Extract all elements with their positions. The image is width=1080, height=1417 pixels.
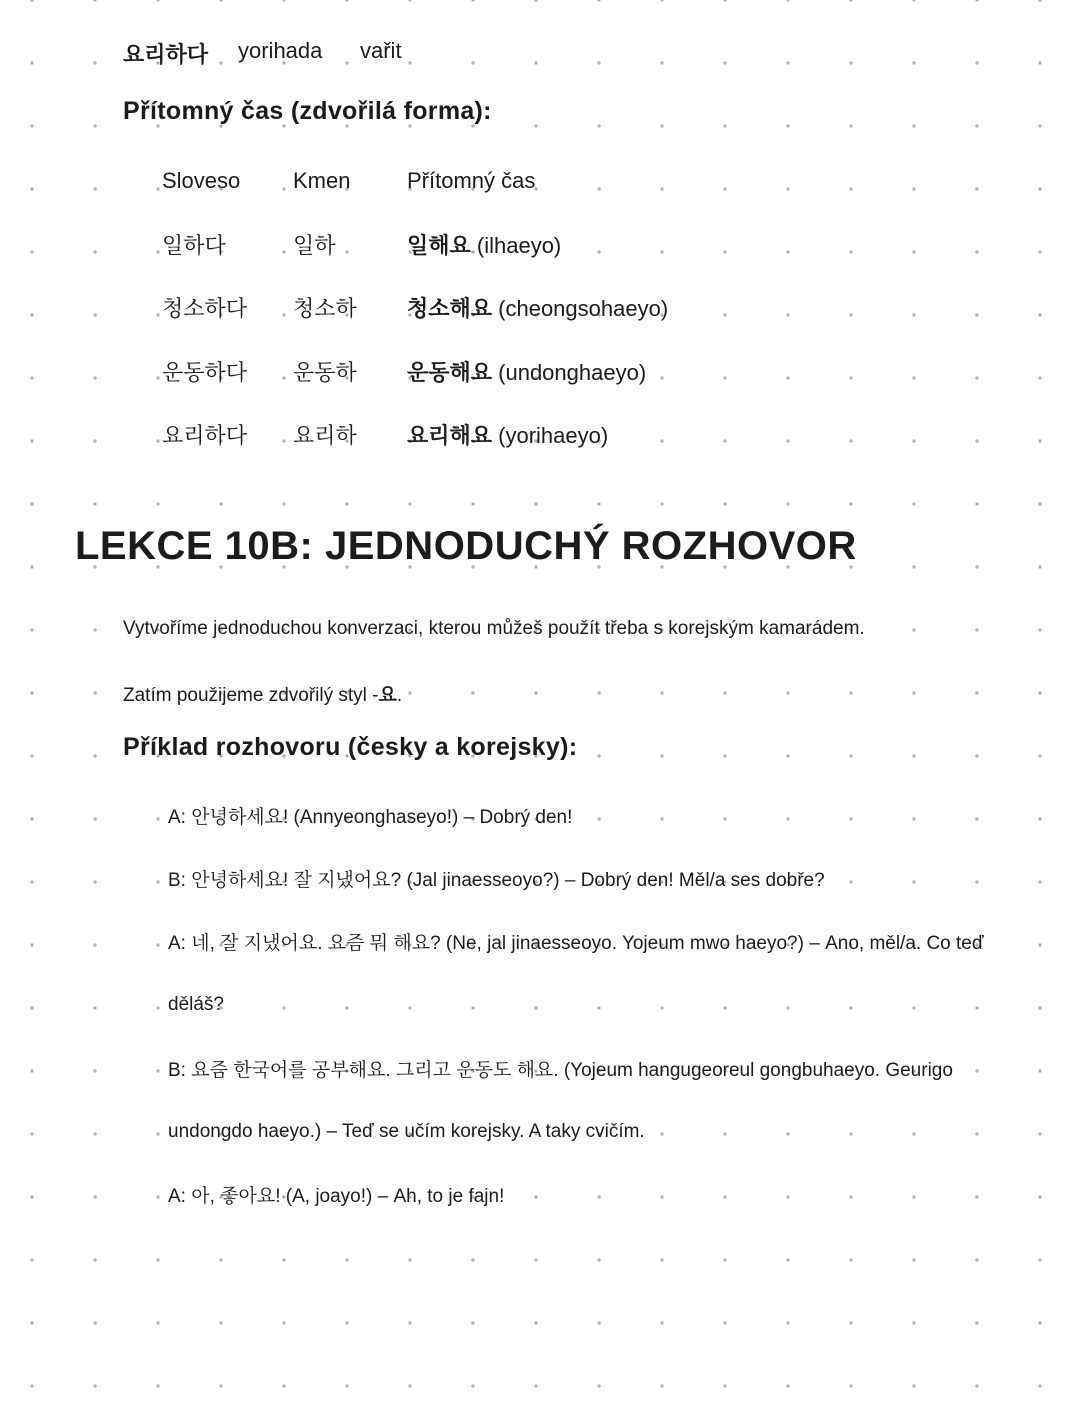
dialogue-line-continuation: undongdo haeyo.) – Teď se učím korejsky. A taky cvičím. — [168, 1120, 645, 1142]
present-romanization: (yorihaeyo) — [498, 423, 609, 449]
intro2-suffix: . — [396, 685, 403, 706]
dialogue-line: A: 안녕하세요! (Annyeonghaseyo!) – Dobrý den! — [168, 807, 573, 829]
present-korean: 청소해요 — [407, 296, 493, 322]
table-row-present — [407, 356, 668, 387]
table-row-verb: 일하다 — [162, 232, 226, 258]
dialogue-line: B: 안녕하세요! 잘 지냈어요? (Jal jinaesseoyo?) – Dobrý den! Měl/a ses dobře? — [168, 870, 825, 892]
vocab-romanization: yorihada — [238, 38, 323, 63]
present-romanization: (cheongsohaeyo) — [498, 296, 669, 322]
present-tense-heading: Přítomný čas (zdvořilá forma): — [123, 97, 492, 125]
vocab-translation: vařit — [360, 38, 402, 63]
vocab-row — [123, 38, 402, 69]
example-dialogue-heading: Příklad rozhovoru (česky a korejsky): — [123, 733, 578, 761]
intro-paragraph-1: Vytvoříme jednoduchou konverzaci, kterou můžeš použít třeba s korejským kamarádem. — [123, 618, 865, 639]
dialogue-line: A: 아, 좋아요! (A, joayo!) – Ah, to je fajn! — [168, 1186, 505, 1208]
present-korean: 운동해요 — [407, 359, 493, 385]
present-korean: 요리해요 — [407, 423, 493, 449]
table-row-stem: 운동하 — [293, 359, 357, 385]
table-header-sloveso: Sloveso — [162, 167, 241, 193]
present-romanization: (ilhaeyo) — [476, 232, 562, 258]
dialogue-line: A: 네, 잘 지냈어요. 요즘 뭐 해요? (Ne, jal jinaesseoyo. Yojeum mwo haeyo?) – Ano, měl/a. Co teď — [168, 933, 984, 955]
table-row-stem: 청소하 — [293, 296, 357, 322]
table-row-verb: 운동하다 — [162, 359, 248, 385]
table-row-stem: 요리하 — [293, 423, 357, 449]
table-row-present — [407, 229, 668, 260]
vocab-korean: 요리하다 — [123, 42, 209, 67]
present-korean: 일해요 — [407, 232, 471, 258]
table-row-present — [407, 292, 668, 323]
table-header-pritomny-cas: Přítomný čas — [407, 167, 536, 193]
table-row-stem: 일하 — [293, 232, 336, 258]
table-row-verb: 요리하다 — [162, 423, 248, 449]
conjugation-table — [162, 149, 668, 467]
intro2-korean-particle: 요 — [378, 685, 397, 706]
table-row-verb: 청소하다 — [162, 296, 248, 322]
intro2-prefix: Zatím použijeme zdvořilý styl - — [123, 685, 379, 706]
table-row-present — [407, 419, 668, 450]
table-header-kmen: Kmen — [293, 167, 351, 193]
dialogue-line-continuation: děláš? — [168, 994, 224, 1016]
lesson-title: LEKCE 10B: JEDNODUCHÝ ROZHOVOR — [75, 524, 857, 568]
intro-paragraph-2 — [123, 680, 402, 707]
dialogue-block — [168, 784, 1080, 1226]
dialogue-line: B: 요즘 한국어를 공부해요. 그리고 운동도 해요. (Yojeum hangugeoreul gongbuhaeyo. Geurigo — [168, 1059, 953, 1081]
present-romanization: (undonghaeyo) — [498, 359, 647, 385]
